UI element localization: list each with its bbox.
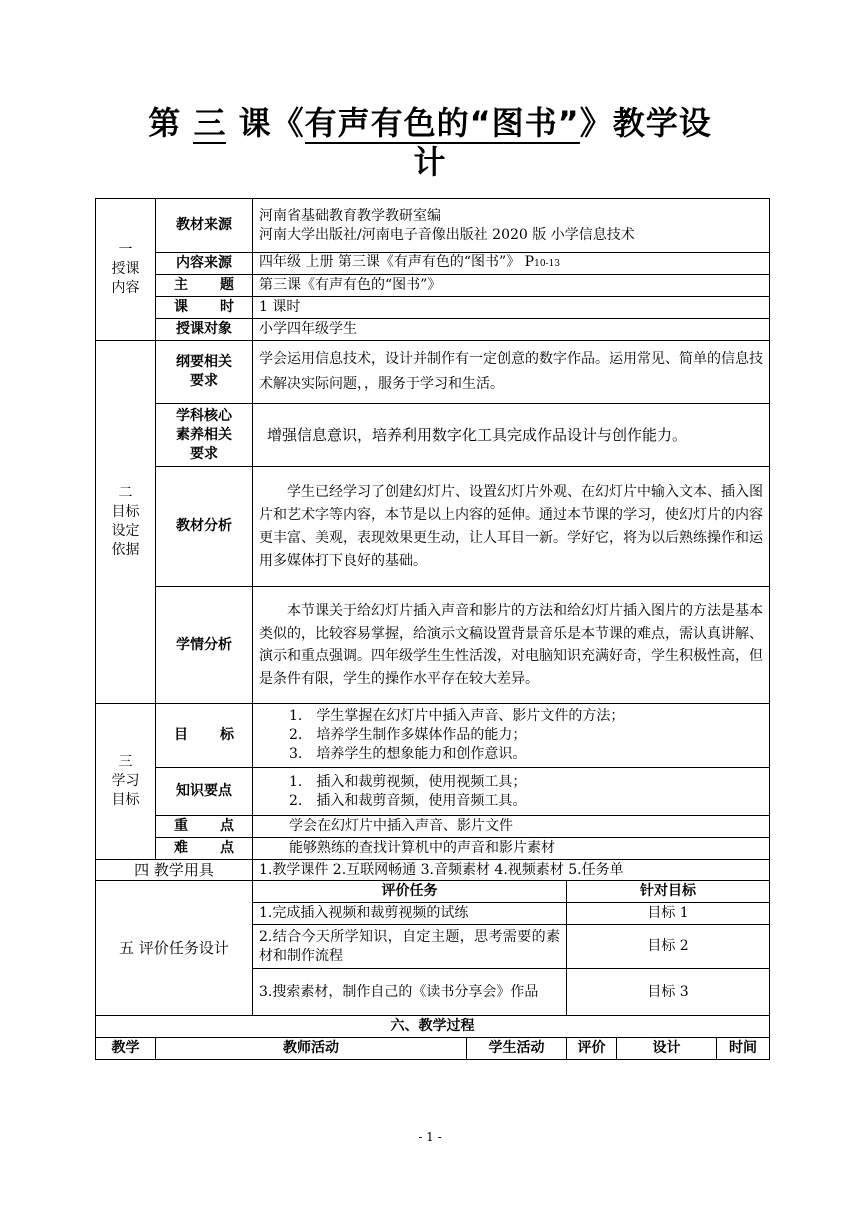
key-points-label: 知识要点 <box>156 768 253 816</box>
page-title <box>0 103 860 143</box>
content-source-value <box>253 253 770 275</box>
title-prefix: 第 <box>148 104 182 142</box>
syllabus-label: 纲要相关 要求 <box>156 341 253 404</box>
goal-item: 2. 培养学生制作多媒体作品的能力； <box>289 727 527 743</box>
title-suffix: 》教学设 <box>579 104 712 142</box>
eval-task-item: 2.结合今天所学知识，自定主题，思考需要的素材和制作流程 <box>253 925 567 969</box>
textbook-analysis-value: 学生已经学习了创建幻灯片、设置幻灯片外观、在幻灯片中输入文本、插入图片和艺术字等内容，本节是以上内容的延伸。通过本节课的学习，使幻灯片的内容更丰富、美观，表现效果更生动，让人耳目一新。学好它，将为以后熟练操作和运用多媒体打下良好的基础。 <box>253 467 770 587</box>
key-point-item: 2. 插入和裁剪音频，使用音频工具。 <box>289 792 527 809</box>
lesson-plan-table <box>95 198 770 1060</box>
section-5-label: 五 评价任务设计 <box>96 881 253 1016</box>
title-lesson-name: 有声有色的“图书” <box>304 104 580 142</box>
topic-value: 第三课《有声有色的“图书”》 <box>253 275 770 297</box>
focus-label: 重 点 <box>156 816 253 838</box>
eval-task-item: 3.搜索素材，制作自己的《读书分享会》作品 <box>253 969 567 1016</box>
goals-label: 目 标 <box>156 704 253 768</box>
page-title-line2: 计 <box>413 143 447 181</box>
focus-value: 学会在幻灯片中插入声音、影片文件 <box>253 816 770 838</box>
period-label: 课 时 <box>156 297 253 319</box>
eval-target-item: 目标 1 <box>567 903 770 925</box>
process-header-teacher: 教师活动 <box>156 1038 467 1060</box>
content-source-label: 内容来源 <box>156 253 253 275</box>
section-6-label: 六、教学过程 <box>96 1016 770 1038</box>
topic-label: 主 题 <box>156 275 253 297</box>
process-header-stage: 教学 <box>96 1038 156 1060</box>
difficulty-value: 能够熟练的查找计算机中的声音和影片素材 <box>253 838 770 860</box>
eval-task-header: 评价任务 <box>253 881 567 903</box>
content-source-text: 四年级 上册 第三课《有声有色的“图书”》 P <box>259 254 535 270</box>
title-middle: 课《 <box>238 104 305 142</box>
section-2-label: 二 目标 设定 依据 <box>96 341 156 704</box>
section-1-label: 一 授课 内容 <box>96 199 156 341</box>
difficulty-label: 难 点 <box>156 838 253 860</box>
audience-label: 授课对象 <box>156 319 253 341</box>
section-4-label: 四 教学用具 <box>96 860 253 881</box>
process-header-evaluation: 评价 <box>567 1038 617 1060</box>
process-header-time: 时间 <box>717 1038 770 1060</box>
textbook-source-label: 教材来源 <box>156 199 253 253</box>
textbook-source-value: 河南省基础教育教学教研室编 河南大学出版社/河南电子音像出版社 2020 版 小学信息技术 <box>253 199 770 253</box>
key-point-item: 1. 插入和裁剪视频，使用视频工具； <box>289 773 527 790</box>
goal-item: 3. 培养学生的想象能力和创作意识。 <box>289 746 527 762</box>
eval-target-item: 目标 3 <box>567 969 770 1016</box>
student-analysis-label: 学情分析 <box>156 587 253 704</box>
key-points-list <box>253 768 770 816</box>
process-header-design: 设计 <box>617 1038 717 1060</box>
eval-target-header: 针对目标 <box>567 881 770 903</box>
eval-target-item: 目标 2 <box>567 925 770 969</box>
content-source-pages: 10-13 <box>534 259 561 269</box>
title-lesson-number: 三 <box>193 104 227 142</box>
audience-value: 小学四年级学生 <box>253 319 770 341</box>
student-analysis-value: 本节课关于给幻灯片插入声音和影片的方法和给幻灯片插入图片的方法是基本类似的，比较容易掌握，给演示文稿设置背景音乐是本节课的难点，需认真讲解、演示和重点强调。四年级学生生性活泼，对电脑知识充满好奇，学生积极性高，但是条件有限，学生的操作水平存在较大差异。 <box>253 587 770 704</box>
goals-list <box>253 704 770 768</box>
core-literacy-value: 增强信息意识，培养利用数字化工具完成作品设计与创作能力。 <box>253 404 770 467</box>
page-number: - 1 - <box>418 1130 442 1144</box>
period-value: 1 课时 <box>253 297 770 319</box>
section-3-label: 三 学习 目标 <box>96 704 156 860</box>
syllabus-value: 学会运用信息技术，设计并制作有一定创意的数字作品。运用常见、简单的信息技术解决实际问题，，服务于学习和生活。 <box>253 341 770 404</box>
process-header-student: 学生活动 <box>467 1038 567 1060</box>
textbook-analysis-label: 教材分析 <box>156 467 253 587</box>
eval-task-item: 1.完成插入视频和裁剪视频的试练 <box>253 903 567 925</box>
teaching-tools-value: 1.教学课件 2.互联网畅通 3.音频素材 4.视频素材 5.任务单 <box>253 860 770 881</box>
goal-item: 1. 学生掌握在幻灯片中插入声音、影片文件的方法； <box>289 708 625 724</box>
core-literacy-label: 学科核心 素养相关 要求 <box>156 404 253 467</box>
